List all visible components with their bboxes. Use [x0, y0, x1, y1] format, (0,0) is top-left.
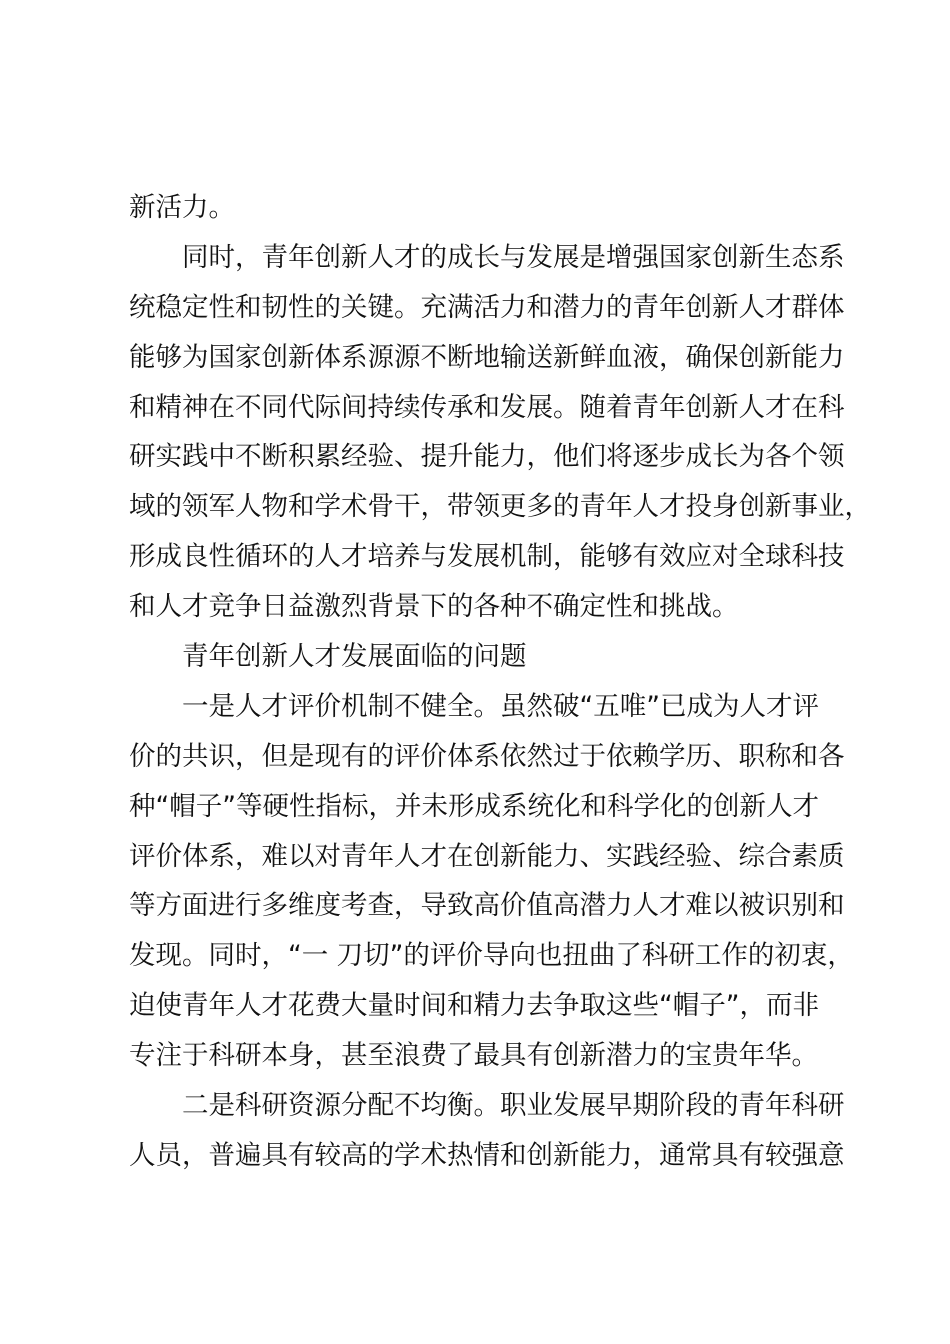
text-line: 能够为国家创新体系源源不断地输送新鲜血液，确保创新能力 — [129, 341, 845, 373]
text-line: 评价体系，难以对青年人才在创新能力、实践经验、综合素质 — [129, 840, 845, 872]
text-line: 和精神在不同代际间持续传承和发展。随着青年创新人才在科 — [129, 391, 845, 423]
text-line: 新活力。 — [129, 192, 235, 223]
text-line: 研实践中不断积累经验、提升能力，他们将逐步成长为各个领 — [129, 441, 845, 473]
text-line: 一是人才评价机制不健全。虽然破“五唯”已成为人才评 — [182, 690, 819, 722]
text-line: 发现。同时，“一 刀切”的评价导向也扭曲了科研工作的初衷， — [129, 940, 854, 972]
text-line: 迫使青年人才花费大量时间和精力去争取这些“帽子”，而非 — [129, 990, 819, 1022]
text-line: 价的共识，但是现有的评价体系依然过于依赖学历、职称和各 — [129, 740, 845, 772]
text-line: 二是科研资源分配不均衡。职业发展早期阶段的青年科研 — [182, 1090, 845, 1122]
text-line: 等方面进行多维度考查，导致高价值高潜力人才难以被识别和 — [129, 890, 845, 922]
section-heading: 青年创新人才发展面临的问题 — [182, 641, 527, 673]
text-line: 形成良性循环的人才培养与发展机制，能够有效应对全球科技 — [129, 541, 845, 573]
text-line: 和人才竞争日益激烈背景下的各种不确定性和挑战。 — [129, 591, 739, 623]
text-line: 域的领军人物和学术骨干，带领更多的青年人才投身创新事业， — [129, 491, 871, 523]
text-line: 人员，普遍具有较高的学术热情和创新能力，通常具有较强意 — [129, 1139, 845, 1171]
text-line: 统稳定性和韧性的关键。充满活力和潜力的青年创新人才群体 — [129, 291, 845, 323]
text-line: 专注于科研本身，甚至浪费了最具有创新潜力的宝贵年华。 — [129, 1040, 818, 1072]
text-line: 同时，青年创新人才的成长与发展是增强国家创新生态系 — [182, 241, 845, 273]
document-body — [129, 183, 871, 1181]
text-line: 种“帽子”等硬性指标，并未形成系统化和科学化的创新人才 — [129, 790, 819, 822]
